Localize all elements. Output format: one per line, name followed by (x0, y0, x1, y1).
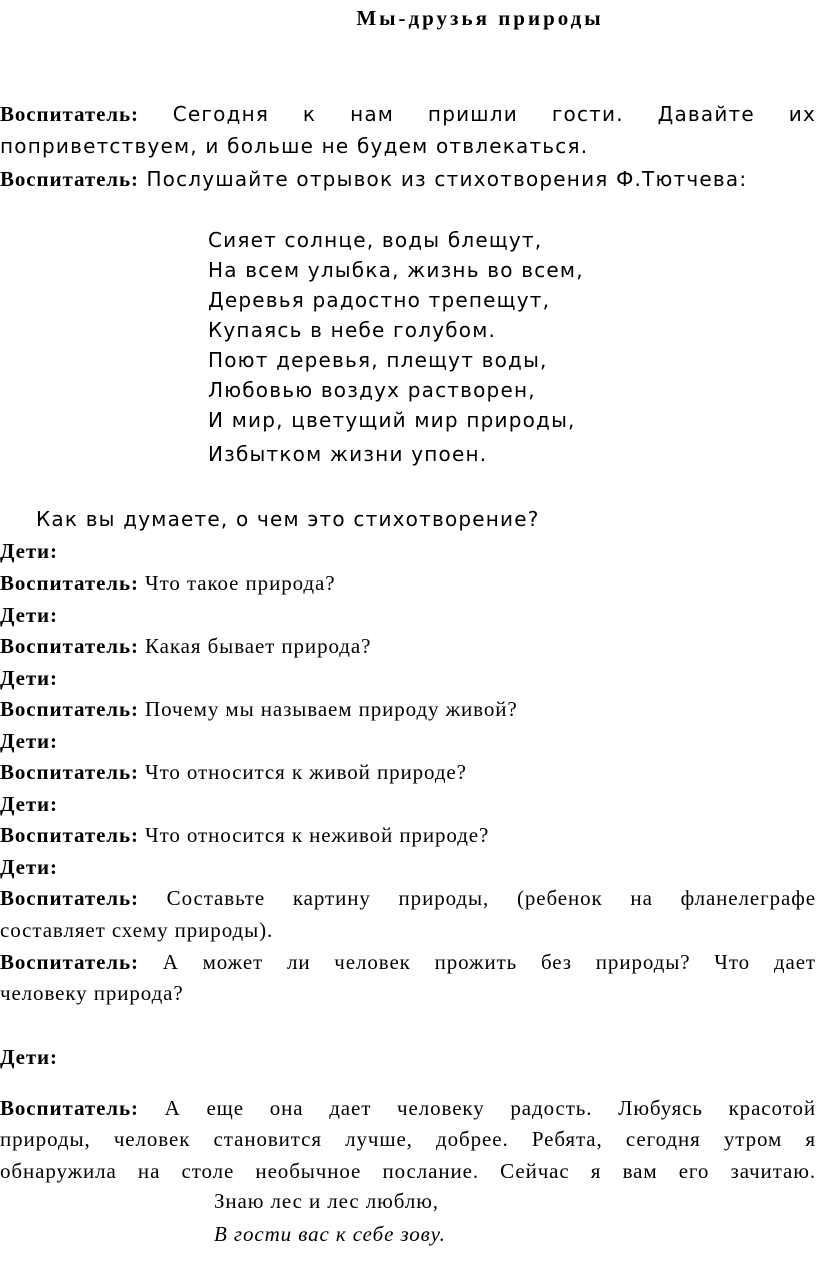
speaker-label: Воспитатель: (0, 1096, 139, 1120)
dialogue-line (0, 823, 489, 848)
letter-line-1: Знаю лес и лес люблю, (214, 1189, 439, 1213)
intro-line-1 (0, 102, 816, 127)
speaker-label: Воспитатель: (0, 571, 139, 595)
poem-question: Как вы думаете, о чем это стихотворение? (36, 507, 540, 531)
without-text-1: А может ли человек прожить без природы? Что дает (162, 950, 816, 974)
compose-line-1 (0, 886, 816, 911)
poem-line: И мир, цветущий мир природы, (208, 408, 576, 432)
children-label: Дети: (0, 539, 58, 563)
children-label: Дети: (0, 1045, 58, 1069)
speaker-label: Воспитатель: (0, 823, 139, 847)
dialogue-line (0, 760, 467, 785)
question-text: Какая бывает природа? (145, 634, 372, 658)
dialogue-line (0, 697, 518, 722)
speaker-label: Воспитатель: (0, 634, 139, 658)
question-text: Что относится к живой природе? (145, 760, 467, 784)
page-title: Мы-друзья природы (356, 6, 604, 30)
poem-line: На всем улыбка, жизнь во всем, (208, 258, 584, 282)
poem-line: Деревья радостно трепещут, (208, 288, 551, 312)
joy-text-2: природы, человек становится лучше, добрее. Ребята, сегодня утром я (0, 1127, 816, 1151)
poem-line: Избытком жизни упоен. (208, 442, 488, 466)
without-line-1 (0, 950, 816, 975)
poem-line: Сияет солнце, воды блещут, (208, 228, 543, 252)
speaker-label: Воспитатель: (0, 167, 139, 191)
listen-line (0, 167, 747, 192)
poem-line: Купаясь в небе голубом. (208, 318, 497, 342)
compose-text-1: Составьте картину природы, (ребенок на фланелеграфе (166, 886, 816, 910)
children-label: Дети: (0, 729, 58, 753)
children-label: Дети: (0, 792, 58, 816)
compose-text-2: составляет схему природы). (0, 918, 274, 942)
without-text-2: человеку природа? (0, 981, 184, 1005)
dialogue-line (0, 571, 335, 596)
listen-text: Послушайте отрывок из стихотворения Ф.Тютчева: (146, 167, 748, 191)
poem-line: Поют деревья, плещут воды, (208, 348, 548, 372)
dialogue-line (0, 634, 371, 659)
speaker-label: Воспитатель: (0, 886, 139, 910)
question-text: Что такое природа? (145, 571, 336, 595)
speaker-label: Воспитатель: (0, 102, 139, 126)
children-label: Дети: (0, 603, 58, 627)
question-text: Что относится к неживой природе? (145, 823, 490, 847)
children-label: Дети: (0, 855, 58, 879)
joy-text-3: обнаружила на столе необычное послание. Сейчас я вам его зачитаю. (0, 1159, 816, 1183)
intro-text-2: поприветствуем, и больше не будем отвлекаться. (0, 134, 589, 158)
joy-line-1 (0, 1096, 816, 1121)
speaker-label: Воспитатель: (0, 697, 139, 721)
intro-text-1: Сегодня к нам пришли гости. Давайте их (172, 102, 816, 126)
speaker-label: Воспитатель: (0, 760, 139, 784)
children-label: Дети: (0, 666, 58, 690)
speaker-label: Воспитатель: (0, 950, 139, 974)
joy-text-1: А еще она дает человеку радость. Любуясь красотой (164, 1096, 816, 1120)
letter-line-2: В гости вас к себе зову. (214, 1222, 446, 1246)
question-text: Почему мы называем природу живой? (145, 697, 518, 721)
poem-line: Любовью воздух растворен, (208, 378, 536, 402)
